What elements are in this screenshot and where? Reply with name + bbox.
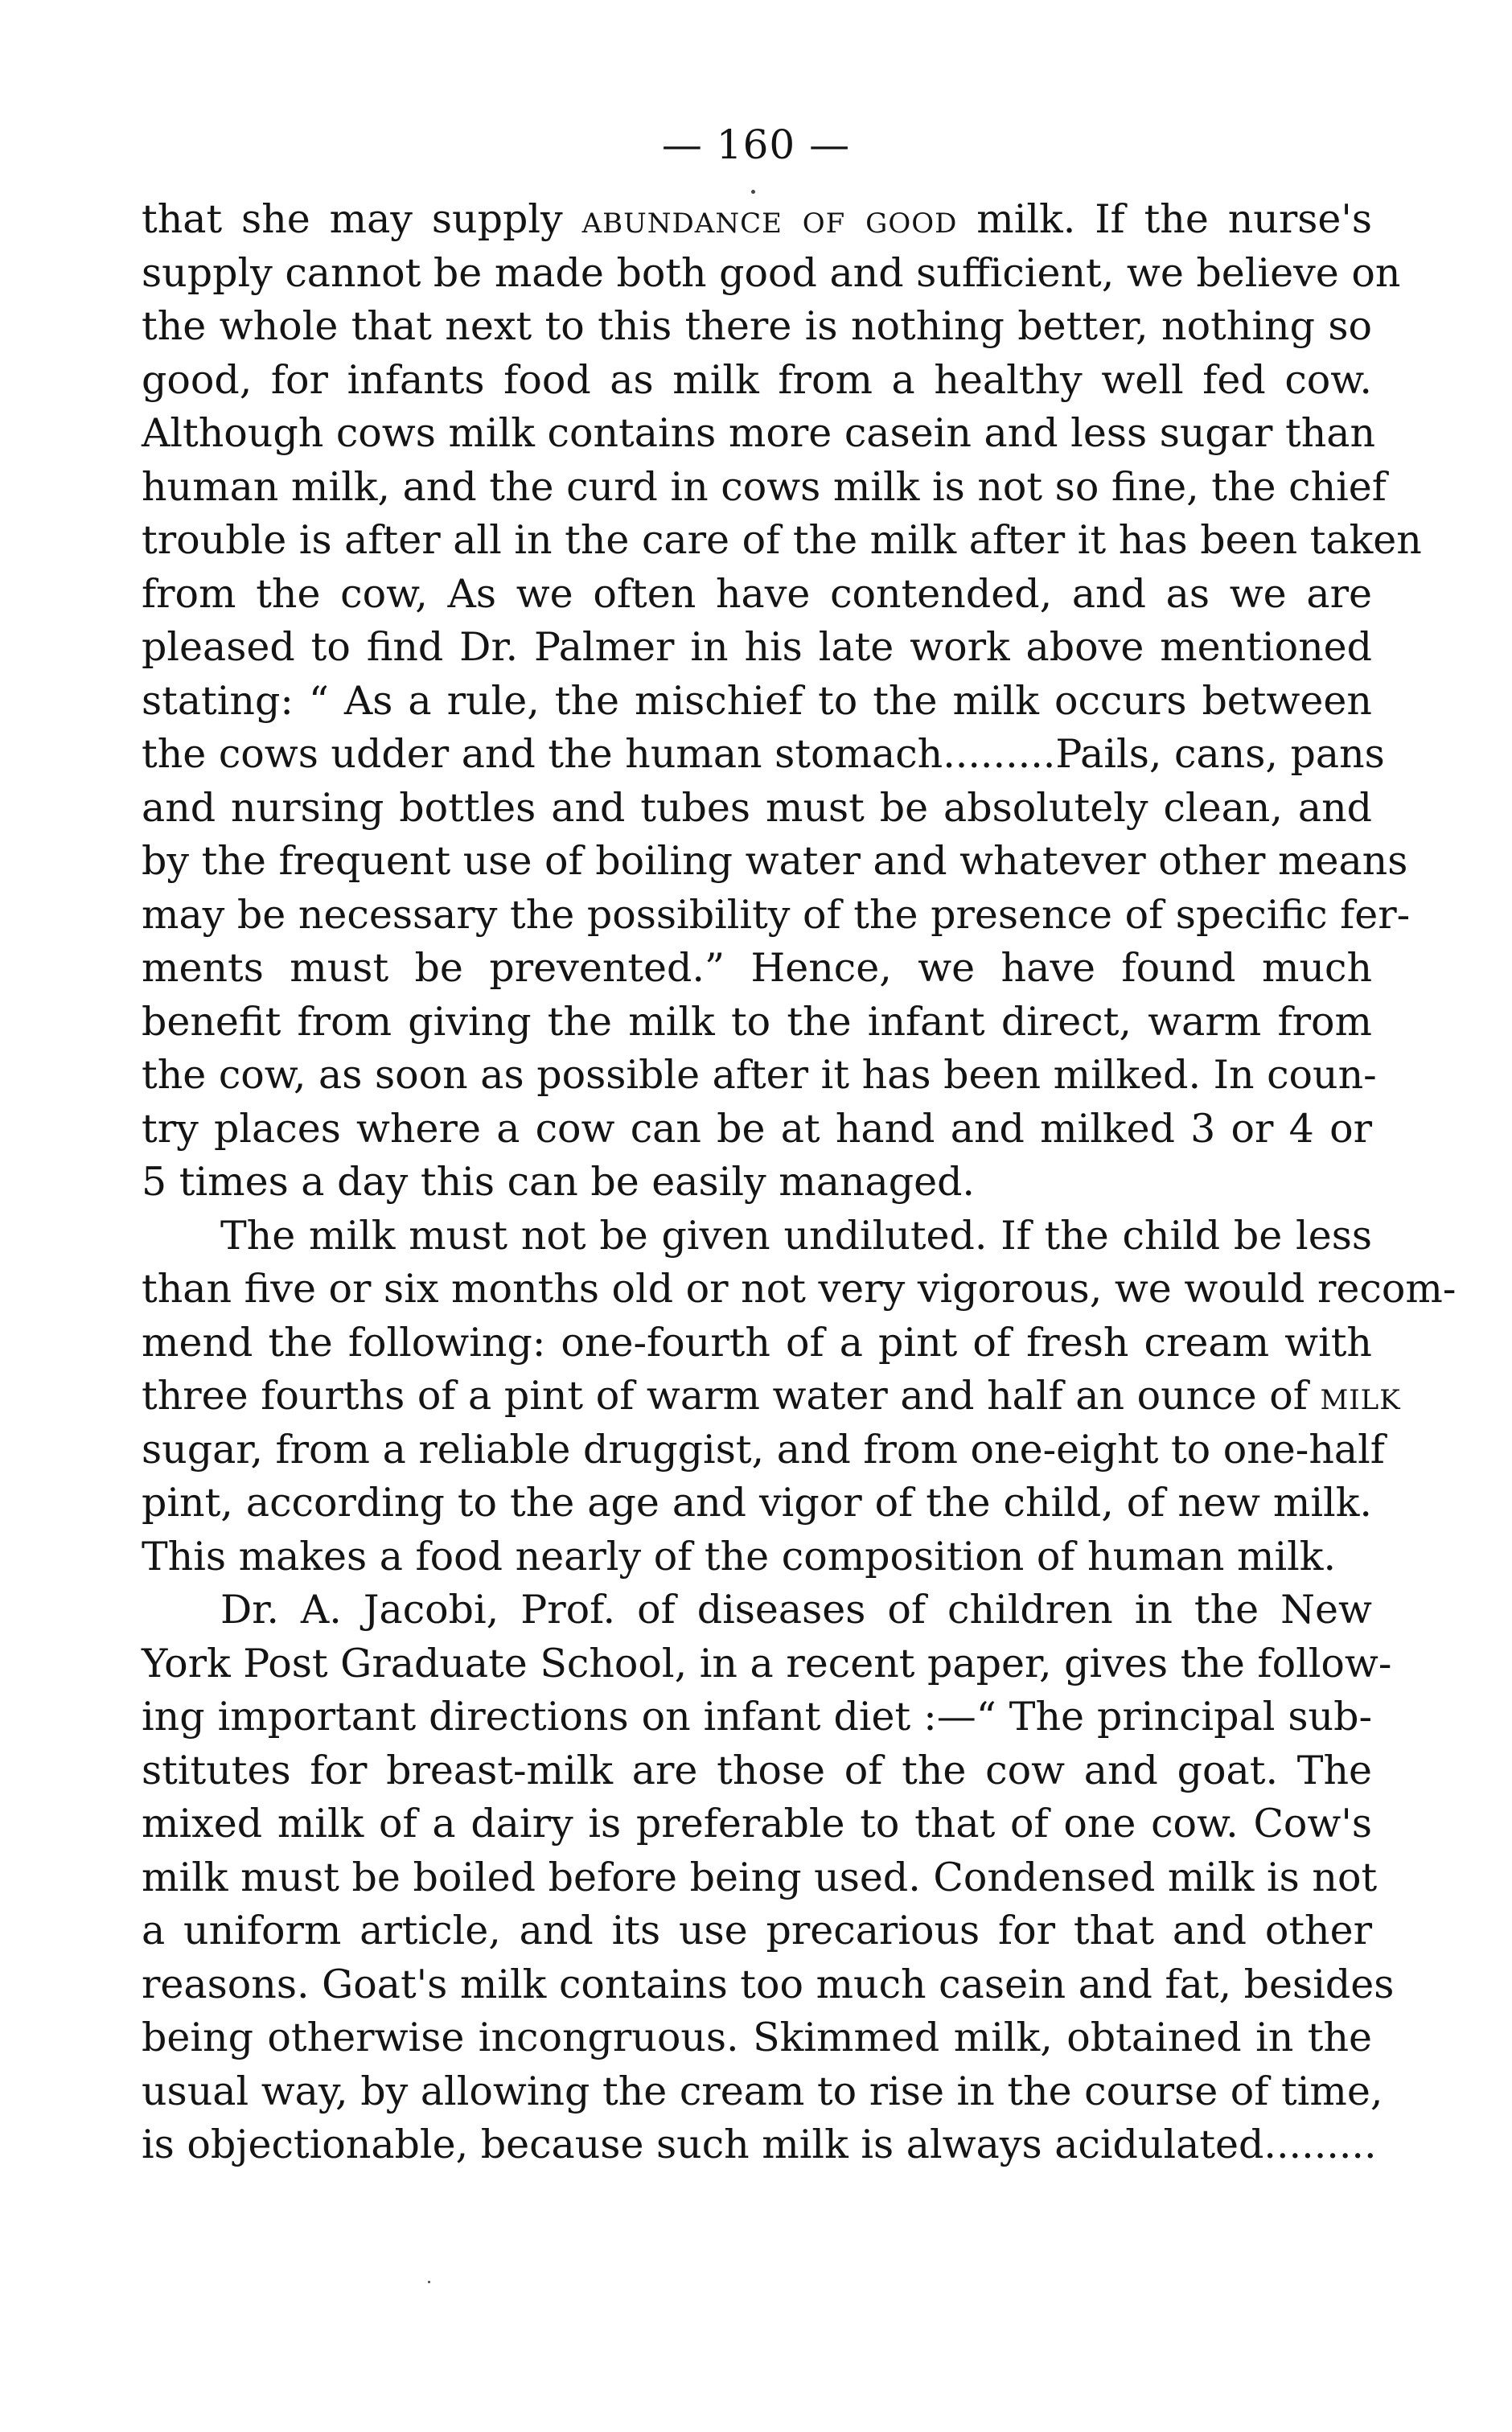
text-line: stitutes for breast-milk are those of the cow and goat. The — [142, 1747, 1372, 1793]
text-line: may be necessary the possibility of the presence of specific fer- — [142, 891, 1411, 938]
small-caps-emphasis: abundance of good — [581, 196, 958, 242]
text-line: pint, according to the age and vigor of the child, of new milk. — [142, 1480, 1372, 1526]
text-line: than five or six months old or not very vigorous, we would recom- — [142, 1266, 1457, 1312]
text-line: mixed milk of a dairy is preferable to that of one cow. Cow's — [142, 1801, 1372, 1847]
text-line: benefit from giving the milk to the infant direct, warm from — [142, 998, 1372, 1045]
body-text — [142, 193, 1457, 2172]
text-line: and nursing bottles and tubes must be absolutely clean, and — [142, 784, 1372, 831]
ink-speck — [428, 2281, 430, 2283]
text-line: human milk, and the curd in cows milk is not so fine, the chief — [142, 463, 1387, 510]
text-line: the cow, as soon as possible after it has been milked. In coun- — [142, 1052, 1377, 1098]
text-line: pleased to find Dr. Palmer in his late work above mentioned — [142, 624, 1372, 670]
text-line: the cows udder and the human stomach.........Pails, cans, pans — [142, 731, 1385, 777]
line-segment: three fourths of a pint of warm water and half an ounce of — [142, 1373, 1321, 1419]
text-line: Dr. A. Jacobi, Prof. of diseases of children in the New — [220, 1587, 1372, 1633]
text-line: try places where a cow can be at hand and milked 3 or 4 or — [142, 1105, 1372, 1152]
text-line: usual way, by allowing the cream to rise in the course of time, — [142, 2068, 1383, 2114]
text-line: York Post Graduate School, in a recent paper, gives the follow- — [142, 1640, 1392, 1686]
line-segment: that she may supply — [142, 196, 582, 242]
page-number: — 160 — — [661, 121, 851, 168]
text-line: milk must be boiled before being used. Condensed milk is not — [142, 1854, 1378, 1900]
text-line: Although cows milk contains more casein and less sugar than — [142, 410, 1376, 456]
text-line: supply cannot be made both good and sufficient, we believe on — [142, 249, 1401, 296]
line-segment: milk. If the nurse's — [957, 196, 1373, 242]
text-line: by the frequent use of boiling water and whatever other means — [142, 838, 1408, 884]
text-line: sugar, from a reliable druggist, and from one-eight to one-half — [142, 1426, 1385, 1473]
text-line: ing important directions on infant diet :—“ The principal sub- — [142, 1694, 1372, 1740]
text-line: a uniform article, and its use precarious for that and other — [142, 1908, 1372, 1953]
text-line: is objectionable, because such milk is always acidulated......... — [142, 2122, 1377, 2167]
text-line: reasons. Goat's milk contains too much casein and fat, besides — [142, 1961, 1395, 2007]
text-line: stating: “ As a rule, the mischief to the milk occurs between — [142, 677, 1372, 724]
text-line: ments must be prevented.” Hence, we have found much — [142, 945, 1372, 991]
text-line: the whole that next to this there is nothing better, nothing so — [142, 303, 1372, 349]
text-line: good, for infants food as milk from a healthy well fed cow. — [142, 356, 1372, 403]
text-line — [142, 193, 1372, 247]
text-line: from the cow, As we often have contended, and as we are — [142, 570, 1372, 617]
text-line: trouble is after all in the care of the milk after it has been taken — [142, 517, 1422, 563]
text-line: 5 times a day this can be easily managed. — [142, 1159, 976, 1205]
text-line — [142, 1370, 1401, 1423]
text-line: being otherwise incongruous. Skimmed milk, obtained in the — [142, 2015, 1372, 2060]
small-caps-emphasis: milk — [1320, 1373, 1401, 1419]
text-line: The milk must not be given undiluted. If the child be less — [220, 1212, 1372, 1259]
text-line: mend the following: one-fourth of a pint of fresh cream with — [142, 1319, 1372, 1366]
text-line: This makes a food nearly of the composition of human milk. — [142, 1533, 1337, 1580]
